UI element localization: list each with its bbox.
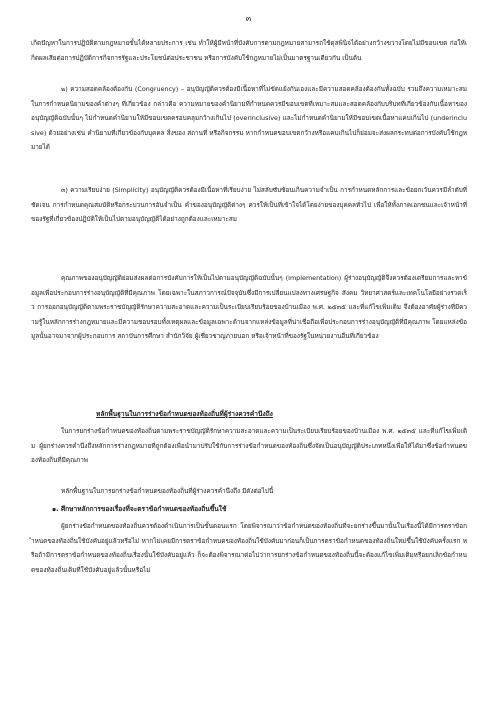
subheading-study-principles: ๑. ศึกษาหลักการของเรื่องที่จะตราข้อกำหนดของท้องถิ่นขึ้นใช้ <box>52 505 227 513</box>
paragraph-intro: เกิดปัญหาในการปฏิบัติตามกฎหมายขั้นได้หลายประการ เช่น ทำให้ผู้มีหน้าที่บังคับการตามกฎหมายสามารถใช้ดุลพินิจได้อย่างกว้างขวางโดยไม่มีขอบเขต ก่อให้เกิดผลเสียต่อการปฏิบัติการกิจการรัฐและประโยชน์ต่อประชาชน หรือการบังคับใช้กฎหมายไม่เป็นมาตรฐานเดียวกัน เป็นต้น <box>31 39 467 62</box>
paragraph-quality: คุณภาพของอนุบัญญัติย่อมส่งผลต่อการบังคับการให้เป็นไปตามอนุบัญญัติฉบับนั้นๆ (implementation) ผู้ร่างอนุบัญญัติจึงควรต้องเตรียมการและหาข้อมูลเพื่อประกอบการร่างอนุบัญญัติที่มีคุณภาพ โดยเฉพาะในสภาวการณ์ปัจจุบันซึ่งมีการเปลี่ยนแปลงทางเศรษฐกิจ สังคม วิทยาศาสตร์และเทคโนโลยีอย่างรวดเร็ว การออกอนุบัญญัติตามพระราชบัญญัติรักษาความสะอาดและความเป็นระเบียบเรียบร้อยของบ้านเมือง พ.ศ. ๒๕๓๕ และที่แก้ไขเพิ่มเติม จึงต้องอาศัยผู้ร่างที่มีความรู้ในหลักการร่างกฎหมายและมีความชอบรอบทั้งเหตุผลและข้อมูลเฉพาะด้านจากแหล่งข้อมูลที่น่าเชื่อถือเพื่อประกอบการร่างอนุบัญญัติที่มีคุณภาพ โดยแหล่งข้อมูลนั้นอาจมาจากผู้ประกอบการ สถาบันการศึกษา สำนักวิจัย ผู้เชี่ยวชาญภายนอก หรือเจ้าหน้าที่ของรัฐในหน่วยงานอื่นที่เกี่ยวข้อง <box>31 274 467 341</box>
paragraph-simplicity: ๓) ความเรียบง่าย (Simplicity) อนุบัญญัติควรต้องมีเนื้อหาที่เรียบง่าย ไม่สลับซับซ้อนเกินความจำเป็น การกำหนดหลักการและข้อยกเว้นควรมีลำดับที่ชัดเจน การกำหนดคุณสมบัติหรือกระบวนการอันจำเป็น คำของอนุบัญญัติต่างๆ ควรให้เป็นที่เข้าใจได้โดยง่ายของบุคคลทั่วไป เพื่อให้ทั้งภาคเอกชนและเจ้าหน้าที่ของรัฐที่เกี่ยวข้องปฏิบัติให้เป็นไปตามอนุบัญญัติได้อย่างถูกต้องและเหมาะสม <box>31 186 467 224</box>
paragraph-principles-list-intro: หลักพื้นฐานในการยกร่างข้อกำหนดของท้องถิ่นที่ผู้ร่างควรคำนึงถึง มีดังต่อไปนี้ <box>61 487 274 495</box>
page-number: ๓ <box>245 14 252 23</box>
paragraph-principles-intro: ในการยกร่างข้อกำหนดของท้องถิ่นตามพระราชบัญญัติรักษาความสะอาดและความเป็นระเบียบเรียบร้อยของบ้านเมือง พ.ศ. ๒๕๓๕ และที่แก้ไขเพิ่มเติม ผู้ยกร่างควรคำนึงถึงหลักการร่างกฎหมายที่ถูกต้องเพื่อนำมาปรับใช้กับการร่างข้อกำหนดของท้องถิ่นซึ่งจัดเป็นอนุบัญญัติประเภทหนึ่งเพื่อให้ได้มาซึ่งข้อกำหนดของท้องถิ่นที่มีคุณภาพ <box>31 427 467 465</box>
paragraph-study: ผู้ยกร่างข้อกำหนดของท้องถิ่นควรต้องดำเนินการเป็นขั้นตอนแรก โดยพิจารณาว่าข้อกำหนดของท้องถิ่นที่จะยกร่างขึ้นมานั้นในเรื่องนี้ได้มีการตราข้อกำหนดของท้องถิ่นใช้บังคับอยู่แล้วหรือไม่ หากไม่เคยมีการตราข้อกำหนดของท้องถิ่นใช้บังคับมาก่อนก็เป็นการตราข้อกำหนดของท้องถิ่นใหม่ขึ้นใช้บังคับครั้งแรก หรือถ้ามีการตราข้อกำหนดของท้องถิ่นเรื่องนั้นใช้บังคับอยู่แล้ว ก็จะต้องพิจารณาต่อไปว่าการยกร่างข้อกำหนดของท้องถิ่นนี้จะต้องแก้ไขเพิ่มเติมหรือยกเลิกข้อกำหนดของท้องถิ่นเดิมที่ใช้บังคับอยู่แล้วนั้นหรือไม่ <box>31 522 467 574</box>
paragraph-congruency: ๒) ความสอดคล้องต้องกัน (Congruency) – อนุบัญญัติควรต้องมีเนื้อหาที่ไม่ขัดแย้งกันเองและมีความสอดคล้องต้องกันทั้งฉบับ รวมถึงความเหมาะสมในการกำหนดนิยามของคำต่างๆ ที่เกี่ยวข้อง กล่าวคือ ความหมายของคำนิยามที่กำหนดควรมีขอบเขตที่เหมาะสมและสอดคล้องกับบริบทที่เกี่ยวข้องกับเนื้อหาของอนุบัญญัติฉบับนั้นๆ ไม่กำหนดคำนิยามให้มีขอบเขตครอบคลุมกว้างเกินไป (overinclusive) และไม่กำหนดคำนิยามให้มีขอบเขตเนื้อหาแคบเกินไป (underinclusive) ด้วยอย่างเช่น คำนิยามที่เกี่ยวข้องกับบุคคล สิ่งของ สถานที่ หรือกิจกรรม หากกำหนดขอบเขตกว้างหรือแคบเกินไปก็ย่อมจะส่งผลกระทบต่อการบังคับใช้กฎหมายได้ <box>31 85 467 152</box>
section-heading-principles: หลักพื้นฐานในการร่างข้อกำหนดของท้องถิ่นที่ผู้ร่างควรคำนึงถึง <box>96 410 273 418</box>
